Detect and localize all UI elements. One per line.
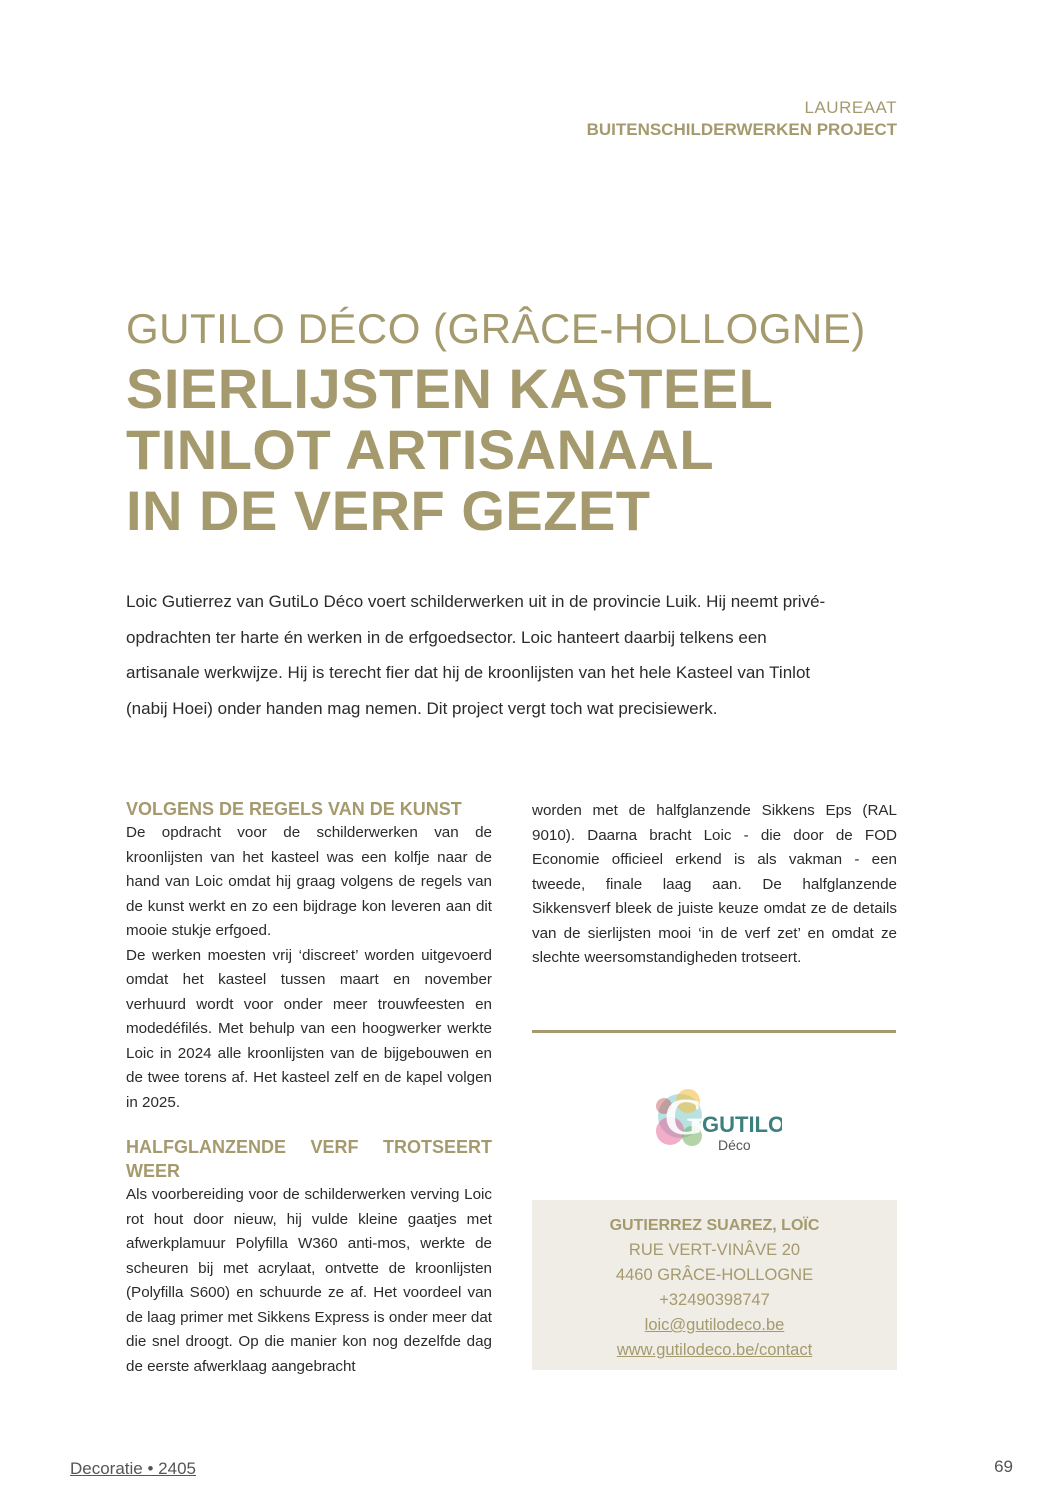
laureate-label: LAUREAAT — [804, 98, 897, 117]
column-right-paragraph: worden met de halfglanzende Sikkens Eps (RAL 9010). Daarna bracht Loic - die door de FOD Economie officieel erkend is als vakman - een tweede, finale laag aan. De halfglanzende Sikkensverf bleek de juiste keuze omdat ze de details van de sierlijsten mooi ‘in de verf zet’ en omdat ze slechte weersomstandigheden trotseert. — [532, 802, 897, 966]
contact-name: GUTIERREZ SUAREZ, LOÏC — [609, 1217, 820, 1234]
article-title — [126, 300, 926, 541]
column-right — [532, 799, 897, 971]
section-heading-2: HALFGLANZENDE VERF TROTSEERT WEER — [126, 1137, 492, 1181]
contact-website-link[interactable]: www.gutilodeco.be/contact — [616, 1341, 813, 1359]
logo-graphic — [652, 1076, 782, 1166]
gutilo-logo — [652, 1076, 782, 1166]
company-title: GUTILO DÉCO (GRÂCE-HOLLOGNE) — [126, 305, 866, 352]
category-label: BUITENSCHILDERWERKEN PROJECT — [586, 120, 897, 139]
logo-subtitle: Déco — [718, 1137, 751, 1153]
section-1-paragraph-1: De opdracht voor de schilderwerken van de kroonlijsten van het kasteel was een kolfje naar de hand van Loic omdat hij graag volgens de regels van de kunst werkt en zo een bijdrage kon leveren aan dit mooie stukje erfgoed. — [126, 824, 492, 939]
section-heading-1: VOLGENS DE REGELS VAN DE KUNST — [126, 799, 462, 819]
headline-line-1: SIERLIJSTEN KASTEEL — [126, 357, 774, 420]
logo-wordmark: GUTILO — [702, 1112, 782, 1137]
contact-phone: +32490398747 — [659, 1291, 770, 1309]
svg-text:G: G — [664, 1089, 705, 1146]
section-header — [587, 97, 897, 141]
section-1-paragraph-2: De werken moesten vrij ‘discreet’ worden uitgevoerd omdat het kasteel tussen maart en november verhuurd wordt voor onder meer trouwfeesten en modedéfilés. Met behulp van een hoogwerker werkte Loic in 2024 alle kroonlijsten van de bijgebouwen en de twee torens af. Het kasteel zelf en de kapel volgen in 2025. — [126, 946, 492, 1111]
publication-label[interactable]: Decoratie • 2405 — [70, 1459, 196, 1478]
headline-line-3: IN DE VERF GEZET — [126, 479, 651, 542]
contact-box — [532, 1200, 897, 1370]
contact-email-link[interactable]: loic@gutilodeco.be — [644, 1316, 785, 1334]
column-left — [126, 797, 492, 1379]
divider-rule — [532, 1030, 896, 1033]
headline-line-2: TINLOT ARTISANAAL — [126, 418, 715, 481]
intro-paragraph: Loic Gutierrez van GutiLo Déco voert schilderwerken uit in de provincie Luik. Hij neemt privé-opdrachten ter harte én werken in de erfgoedsector. Loic hanteert daarbij telkens een artisanale werkwijze. Hij is terecht fier dat hij de kroonlijsten van het hele Kasteel van Tinlot (nabij Hoei) onder handen mag nemen. Dit project vergt toch wat precisiewerk. — [126, 592, 826, 718]
page-number: 69 — [994, 1457, 1013, 1476]
section-2-paragraph-1: Als voorbereiding voor de schilderwerken verving Loic rot hout door nieuw, hij vulde kleine gaatjes met afwerkplamuur Polyfilla W360 anti-mos, werkte de scheuren bij met acrylaat, ontvette de kroonlijsten (Polyfilla S600) en schuurde ze af. Het voordeel van de laag primer met Sikkens Express is onder meer dat die snel droogt. Op die manier kon nog dezelfde dag de eerste afwerklaag aangebracht — [126, 1186, 492, 1375]
contact-city: 4460 GRÂCE-HOLLOGNE — [615, 1266, 814, 1284]
contact-street: RUE VERT-VINÂVE 20 — [628, 1241, 801, 1259]
